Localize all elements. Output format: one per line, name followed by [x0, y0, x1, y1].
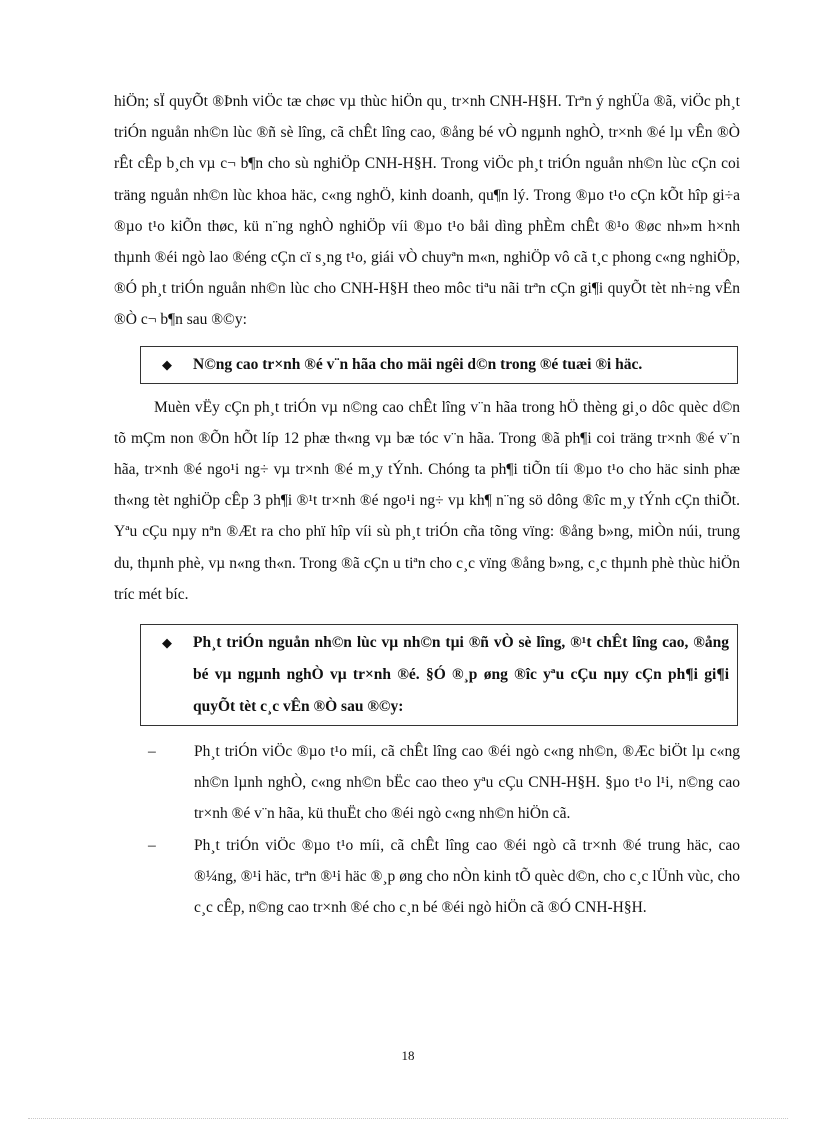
diamond-bullet-icon: ◆ — [162, 635, 172, 651]
dash-bullet: – — [148, 743, 156, 761]
highlight-box-text: N©ng cao tr×nh ®é v¨n hãa cho mäi ngêi d©n trong ®é tuæi ®i häc. — [193, 355, 643, 373]
highlight-box-text: Ph¸t triÓn nguån nh©n lùc vµ nh©n tµi ®ñ vÒ sè lîng, ®¹t chÊt lîng cao, ®ång bé vµ ngµnh nghÒ vµ tr×nh ®é. §Ó ®¸p øng ®îc yªu cÇu nµy cÇn ph¶i gi¶i quyÕt tèt c¸c vÊn ®Ò sau ®©y: — [193, 634, 729, 716]
paragraph-intro: hiÖn; sÏ quyÕt ®Þnh viÖc tæ chøc vµ thùc hiÖn qu¸ tr×nh CNH-H§H. Trªn ý nghÜa ®ã, viÖc ph¸t triÓn nguån nh©n lùc ®ñ sè lîng, cã chÊt lîng cao, ®ång bé vÒ ngµnh nghÒ, tr×nh ®é lµ vÊn ®Ò rÊt cÊp b¸ch vµ c¬ b¶n cho sù nghiÖp CNH-H§H. Trong viÖc ph¸t triÓn nguån nh©n lùc cÇn coi träng nguån nh©n lùc khoa häc, c«ng nghÖ, kinh doanh, qu¶n lý. Trong ®µo t¹o cÇn kÕt hîp gi÷a ®µo t¹o kiÕn thøc, kü n¨ng nghÒ nghiÖp víi ®µo t¹o båi dìng phÈm chÊt ®¹o ®øc nh»m h×nh thµnh ®éi ngò lao ®éng cÇn cï s¸ng t¹o, giái vÒ chuyªn m«n, nghiÖp vô cã t¸c phong c«ng nghiÖp, ®Ó ph¸t triÓn nguån nh©n lùc cho CNH-H§H theo môc tiªu nãi trªn cÇn gi¶i quyÕt tèt nh÷ng vÊn ®Ò c¬ b¶n sau ®©y: — [114, 93, 740, 329]
page-number: 18 — [401, 1048, 415, 1063]
paragraph-education: Muèn vËy cÇn ph¸t triÓn vµ n©ng cao chÊt lîng v¨n hãa trong hÖ thèng gi¸o dôc quèc d©n tõ mÇm non ®Õn hÕt líp 12 phæ th«ng vµ bæ tóc v¨n hãa. Trong ®ã ph¶i coi träng tr×nh ®é v¨n hãa, tr×nh ®é ngo¹i ng÷ vµ tr×nh ®é m¸y tÝnh. Chóng ta ph¶i tiÕn tíi ®µo t¹o cho häc sinh phæ th«ng tèt nghiÖp cÊp 3 ph¶i ®¹t tr×nh ®é ngo¹i ng÷ vµ kh¶ n¨ng sö dông ®îc m¸y tÝnh cÇn thiÕt. Yªu cÇu nµy nªn ®Æt ra cho phï hîp víi sù ph¸t triÓn cña tõng vïng: ®ång b»ng, miÒn núi, trung du, thµnh phè, vµ n«ng th«n. Trong ®ã cÇn u tiªn cho c¸c vïng ®ång b»ng, c¸c thµnh phè thùc hiÖn tríc mét bíc. — [114, 398, 740, 603]
footer-divider — [28, 1118, 788, 1119]
page-content — [114, 86, 740, 923]
dash-bullet: – — [148, 836, 156, 854]
diamond-bullet-icon: ◆ — [162, 356, 172, 372]
list-item — [114, 736, 740, 830]
list-item — [114, 830, 740, 924]
highlight-box-2 — [140, 624, 738, 726]
highlight-box-1 — [140, 346, 738, 384]
list-item-text: Ph¸t triÓn viÖc ®µo t¹o míi, cã chÊt lîng cao ®éi ngò cã tr×nh ®é trung häc, cao ®¼ng, ®¹i häc, trªn ®¹i häc ®¸p øng cho nÒn kinh tÕ quèc d©n, cho c¸c lÜnh vùc, cho c¸c cÊp, n©ng cao tr×nh ®é cho c¸n bé ®éi ngò hiÖn cã ®Ó CNH-H§H. — [194, 836, 740, 917]
list-item-text: Ph¸t triÓn viÖc ®µo t¹o míi, cã chÊt lîng cao ®éi ngò c«ng nh©n, ®Æc biÖt lµ c«ng nh©n lµnh nghÒ, c«ng nh©n bËc cao theo yªu cÇu CNH-H§H. §µo t¹o l¹i, n©ng cao tr×nh ®é v¨n hãa, kü thuËt cho ®éi ngò c«ng nh©n hiÖn cã. — [194, 743, 740, 823]
